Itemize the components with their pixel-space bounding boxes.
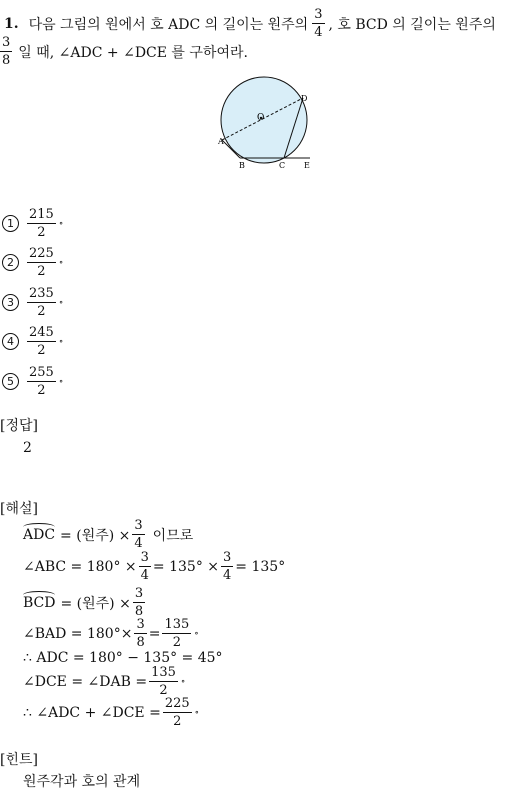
option-1-fraction: $\frac{215}{2}$ (29, 207, 54, 240)
label-e: E (304, 161, 310, 170)
degree-icon: ∘ (194, 707, 200, 718)
explanation-line-6: ∠DCE = ∠DAB = $\frac{135}{2}$ ∘ (23, 665, 186, 698)
question-text-a: 다음 그림의 원에서 호 ADC 의 길이는 원주의 (28, 16, 309, 33)
question-fraction-1: $\frac{3}{4}$ (314, 7, 323, 40)
option-5-mark: 5 (2, 373, 19, 390)
answer-value: 2 (23, 440, 32, 456)
degree-icon: ∘ (58, 257, 64, 268)
option-1-mark: 1 (2, 215, 19, 232)
option-3-mark: 3 (2, 294, 19, 311)
question-line-1 (4, 8, 496, 39)
option-2-fraction: $\frac{225}{2}$ (29, 246, 54, 279)
question-number: 1. (4, 15, 19, 32)
fraction: $\frac{135}{2}$ (164, 617, 190, 650)
arc-bcd: BCD (23, 594, 56, 611)
explanation-line-1: ADC = (원주) × $\frac{3}{4}$ 이므로 (23, 518, 194, 551)
explanation-line-4: ∠BAD = 180°× $\frac{3}{8}$ = $\frac{135}{2}$ ∘ (23, 617, 199, 650)
question-text-b: , 호 BCD 의 길이는 원주의 (328, 16, 496, 33)
hint-text: 원주각과 호의 관계 (23, 774, 141, 790)
fraction: $\frac{3}{4}$ (140, 550, 149, 583)
option-3[interactable] (2, 287, 63, 318)
arc-adc: ADC (23, 526, 56, 543)
degree-icon: ∘ (194, 628, 199, 639)
fraction: $\frac{135}{2}$ (151, 665, 176, 698)
fraction: $\frac{225}{2}$ (164, 696, 190, 729)
fraction: $\frac{3}{8}$ (134, 586, 144, 619)
hint-header: [힌트] (0, 752, 38, 768)
option-4[interactable] (2, 326, 63, 357)
answer-header: [정답] (0, 418, 38, 434)
circle-figure (210, 76, 325, 176)
question-fraction-2: $\frac{3}{8}$ (2, 35, 11, 68)
explanation-header: [해설] (0, 501, 38, 517)
explanation-line-5: ∴ ADC = 180° − 135° = 45° (23, 650, 223, 666)
label-o: O (257, 113, 265, 123)
explanation-line-7: ∴ ∠ADC + ∠DCE = $\frac{225}{2}$ ∘ (23, 696, 200, 729)
degree-icon: ∘ (58, 376, 64, 387)
option-4-mark: 4 (2, 333, 19, 350)
fraction: $\frac{3}{4}$ (223, 550, 232, 583)
explanation-line-3: BCD = (원주) × $\frac{3}{8}$ (23, 586, 144, 619)
label-c: C (279, 161, 286, 170)
degree-icon: ∘ (180, 676, 186, 687)
option-5[interactable] (2, 366, 63, 397)
label-b: B (239, 161, 245, 170)
degree-icon: ∘ (58, 218, 64, 229)
question-text-c: 일 때, ∠ADC + ∠DCE 를 구하여라. (18, 44, 248, 61)
option-4-fraction: $\frac{245}{2}$ (29, 325, 54, 358)
fraction: $\frac{3}{8}$ (136, 617, 145, 650)
explanation-line-2: ∠ABC = 180° × $\frac{3}{4}$ = 135° × $\frac{3}{4}$ = 135° (23, 550, 286, 583)
fraction: $\frac{3}{4}$ (134, 518, 143, 551)
option-1[interactable] (2, 208, 63, 239)
option-3-fraction: $\frac{235}{2}$ (29, 286, 54, 319)
degree-icon: ∘ (58, 297, 64, 308)
option-5-fraction: $\frac{255}{2}$ (29, 365, 54, 398)
question-line-2 (0, 36, 248, 67)
label-d: D (301, 94, 308, 103)
degree-icon: ∘ (58, 336, 64, 347)
label-a: A (218, 137, 224, 146)
option-2[interactable] (2, 247, 63, 278)
option-2-mark: 2 (2, 254, 19, 271)
